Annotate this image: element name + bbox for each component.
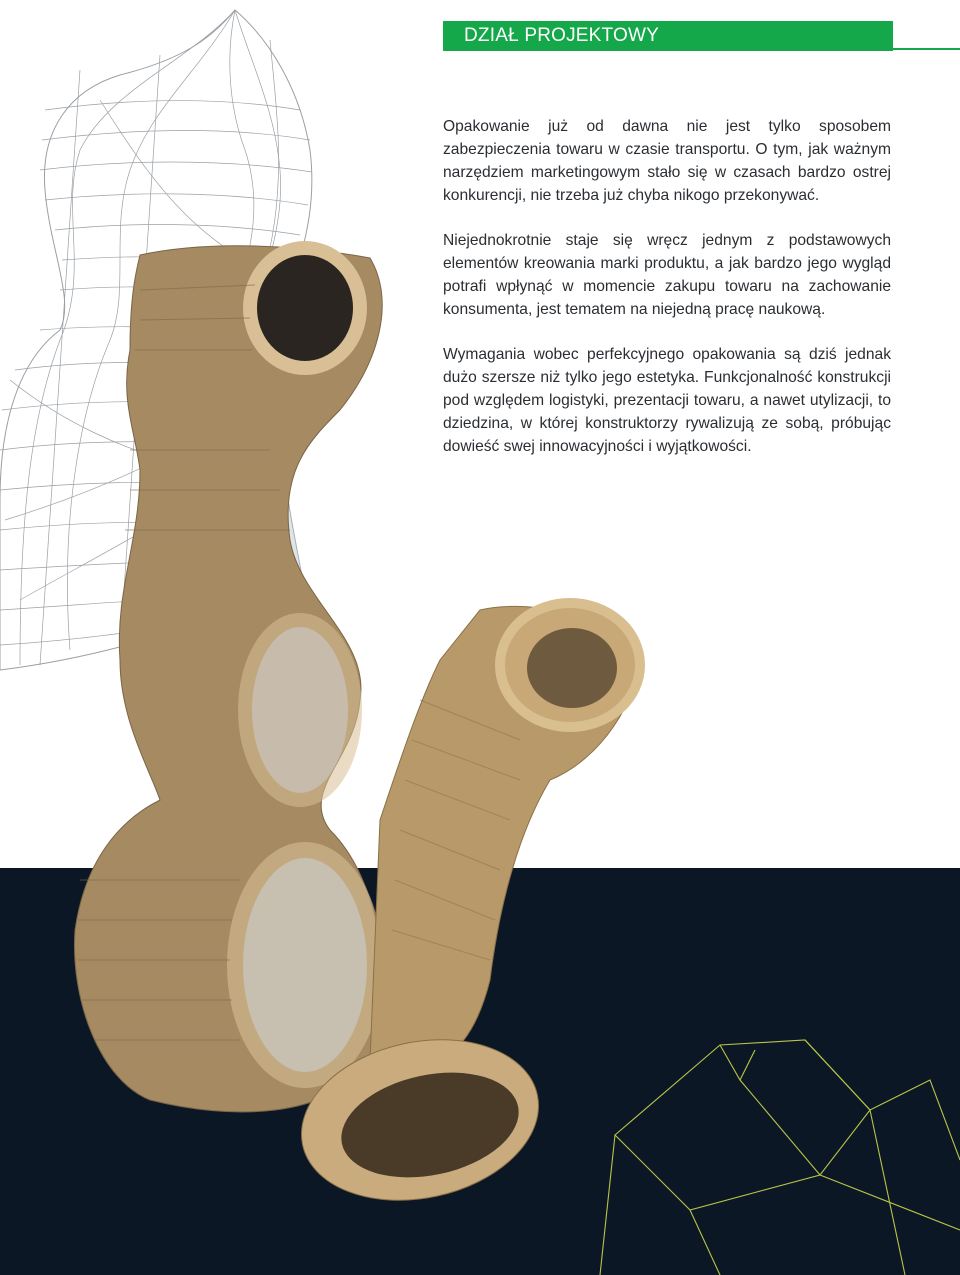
paragraph: Opakowanie już od dawna nie jest tylko sposobem zabezpieczenia towaru w czasie transportu. O tym, jak ważnym narzędziem marketingowym stało się w czasach bardzo ostrej konkurencji, nie trzeba już chyba nikogo przekonywać. [443,118,891,204]
paragraph: Niejednokrotnie staje się wręcz jednym z podstawowych elementów kreowania marki produktu, a jak bardzo jego wygląd potrafi wpłynąć w momencie zakupu towaru na zachowanie konsumenta, jest tematem na niejedną pracę naukową. [443,232,891,318]
cardboard-holder [74,246,382,1112]
cardboard-tube [370,603,640,1067]
section-title: DZIAŁ PROJEKTOWY [443,21,893,51]
article-body [443,115,891,480]
header-rule [893,48,960,50]
geometric-line-graphic [600,1040,960,1275]
paragraph: Wymagania wobec perfekcyjnego opakowania są dziś jednak dużo szersze niż tylko jego estetyka. Funkcjonalność konstrukcji pod względem logistyki, prezentacji towaru, a nawet utylizacji, to dziedzina, w której konstruktorzy rywalizują ze sobą, próbując dowieść swej innowacyjności i wyjątkowości. [443,346,891,455]
